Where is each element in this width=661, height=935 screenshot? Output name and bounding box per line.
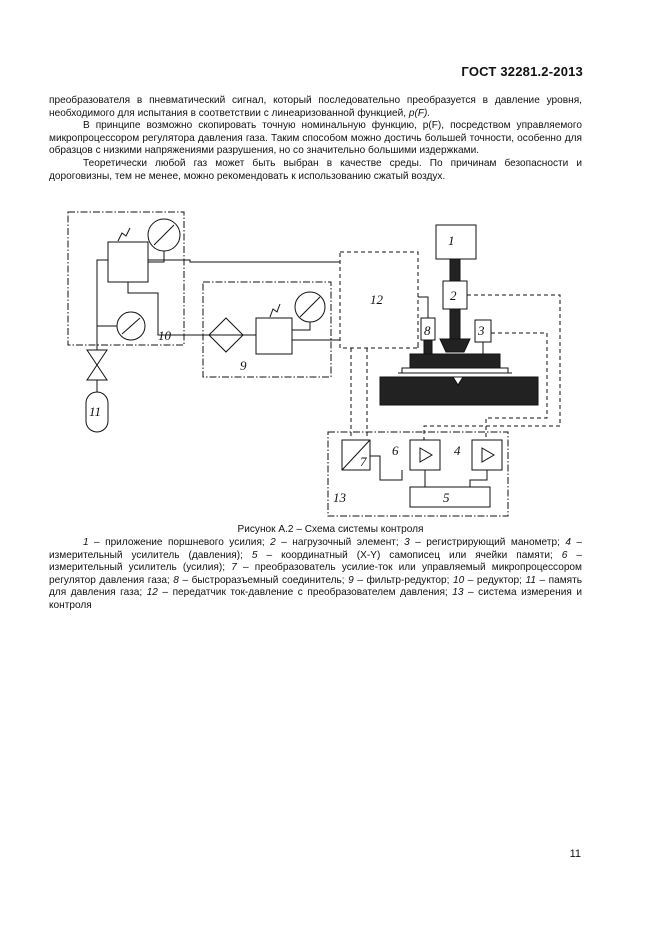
legend-item-number: 12: [146, 587, 158, 599]
label-4: 4: [454, 443, 461, 458]
legend-item: [348, 575, 453, 586]
label-12: 12: [370, 292, 383, 307]
label-11: 11: [89, 404, 102, 419]
figure-legend: [49, 537, 582, 613]
legend-item-number: 4: [565, 537, 571, 548]
valve-top: [87, 350, 107, 365]
figure-caption: Рисунок А.2 – Схема системы контроля: [237, 524, 424, 535]
legend-item: [83, 537, 270, 548]
label-3: 3: [478, 323, 485, 338]
page-number: 11: [569, 848, 581, 860]
legend-item-text: – измерительный усилитель (усилия);: [49, 549, 582, 574]
paragraph-1: преобразователя в пневматический сигнал, который последовательно преобразуется в давление уровня, необходимого для испытания в соответствии с линеаризованной функцией, p(F).: [49, 95, 582, 119]
regulator-block: [108, 242, 148, 282]
legend-item-number: 5: [251, 549, 258, 561]
group-9-box: [203, 282, 331, 377]
legend-item-number: 8: [173, 574, 179, 586]
label-2: 2: [450, 288, 457, 303]
legend-item-text: – быстроразъемный соединитель;: [178, 574, 349, 586]
legend-item-text: – нагрузочный элемент;: [275, 537, 405, 548]
legend-item-text: – преобразователь усилие-ток или управляемый микропроцессором регулятор давления газа;: [49, 562, 582, 586]
legend-item-text: – приложение поршневого усилия;: [88, 537, 271, 548]
legend-item-number: 11: [525, 574, 536, 586]
group-13-box: [328, 432, 508, 516]
legend-item-number: 7: [231, 562, 237, 574]
legend-item-text: – регистрирующий манометр;: [409, 537, 566, 548]
legend-item-text: – система измерения и контроля: [49, 587, 582, 611]
label-7: 7: [360, 454, 367, 469]
legend-item-text: – память для давления газа;: [49, 574, 583, 599]
specimen-plate: [410, 354, 500, 368]
label-8: 8: [424, 323, 431, 338]
legend-item-text: – измерительный усилитель (давления);: [49, 537, 583, 561]
paragraph-3: Теоретически любой газ может быть выбран в качестве среды. По причинам безопасности и дороговизны, тем не менее, можно рекомендовать к использованию сжатый воздух.: [49, 157, 582, 182]
label-1: 1: [448, 233, 455, 248]
legend-item-number: 6: [561, 549, 568, 561]
legend-item: [270, 537, 404, 548]
label-10: 10: [158, 328, 171, 343]
filter-regulator-block: [256, 318, 292, 354]
legend-item-number: 1: [83, 537, 89, 548]
legend-item-text: – фильтр-редуктор;: [353, 574, 453, 586]
legend-item-number: 10: [452, 574, 465, 586]
valve-bottom: [87, 365, 107, 380]
legend-item: [147, 587, 453, 598]
label-9: 9: [240, 358, 247, 373]
legend-item-text: – координатный (X-Y) самописец или ячейки памяти;: [257, 549, 562, 561]
amplifier-6: [410, 440, 440, 470]
document-code: ГОСТ 32281.2-2013: [461, 64, 583, 79]
legend-item-number: 2: [270, 537, 276, 548]
label-5: 5: [443, 490, 450, 505]
legend-item: [453, 575, 526, 586]
recorder-5: [410, 487, 490, 507]
label-6: 6: [392, 443, 399, 458]
amplifier-4: [472, 440, 502, 470]
label-13: 13: [333, 490, 346, 505]
legend-item: [252, 550, 562, 561]
legend-item-text: – редуктор;: [464, 574, 526, 586]
legend-item: [404, 537, 565, 548]
legend-item-text: – передатчик ток-давление с преобразователем давления;: [157, 587, 453, 599]
legend-item: [173, 575, 348, 586]
legend-item-number: 13: [452, 587, 464, 599]
legend-item-number: 3: [404, 537, 410, 548]
legend-item-number: 9: [348, 574, 354, 586]
paragraph-2: В принципе возможно скопировать точную номинальную функцию, p(F), посредством управляемого микропроцессором регулятора давления газа. Таким способом можно достичь большей точности, особенно для образцов с низкими напряжениями разрушения, но со значительно большими издержками.: [49, 120, 582, 157]
piston-force-block-1: [436, 225, 476, 259]
